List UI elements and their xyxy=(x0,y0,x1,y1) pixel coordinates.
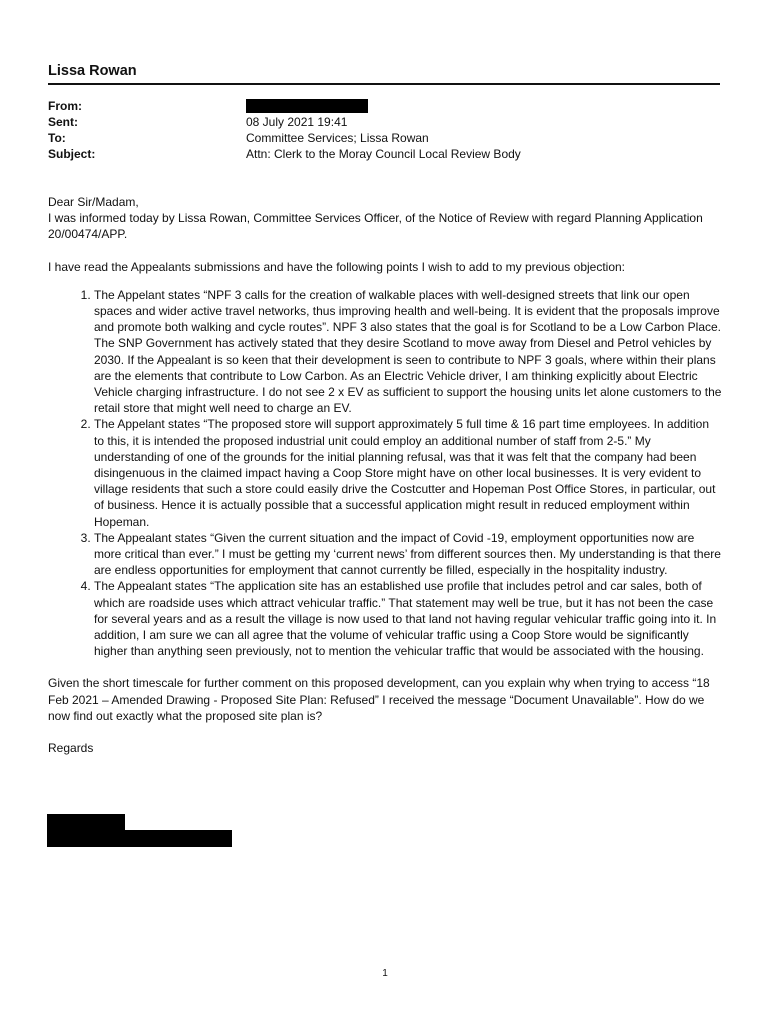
to-label: To: xyxy=(48,131,66,145)
sender-name: Lissa Rowan xyxy=(48,63,137,79)
greeting: Dear Sir/Madam, xyxy=(48,195,139,209)
signature-redaction-2 xyxy=(47,830,232,847)
from-label: From: xyxy=(48,99,82,113)
sent-value: 08 July 2021 19:41 xyxy=(246,115,348,129)
to-value: Committee Services; Lissa Rowan xyxy=(246,131,429,145)
subject-value: Attn: Clerk to the Moray Council Local Review Body xyxy=(246,147,521,161)
email-body xyxy=(48,194,722,756)
subject-label: Subject: xyxy=(48,147,96,161)
sent-label: Sent: xyxy=(48,115,78,129)
redaction-bar xyxy=(246,99,368,113)
points-list xyxy=(48,287,722,660)
from-value-redacted xyxy=(246,98,368,114)
page-number: 1 xyxy=(382,968,388,979)
list-item: 2. The Appelant states “The proposed store will support approximately 5 full time & 16 part time employees. In addition to this, it is intended the proposed industrial unit could employ an additional number of staff from 2-5.” My understanding of one of the grounds for the initial planning refusal, was that it was felt that the company had been disingenuous in the claimed impact having a Coop Store might have on other local businesses. It is very evident to village residents that such a store could easily drive the Costcutter and Hopeman Post Office Stores, in particular, out of business. Hence it is actually possible that a successful application might result in reduced employment within Hopeman. xyxy=(94,416,722,529)
lead-paragraph: I have read the Appealants submissions and have the following points I wish to add to my previous objection: xyxy=(48,259,626,274)
closing-paragraph: Given the short timescale for further comment on this proposed development, can you explain why when trying to access “18 Feb 2021 – Amended Drawing - Proposed Site Plan: Refused” I received the message “Document Unavailable”. How do we now find out exactly what the proposed site plan is? xyxy=(48,676,710,723)
signoff: Regards xyxy=(48,741,94,756)
header-rule xyxy=(48,83,720,85)
list-item: 3. The Appealant states “Given the current situation and the impact of Covid -19, employment opportunities now are more critical than ever.” I must be getting my ‘current news’ from different sources then. My understanding is that there are endless opportunities for employment that cannot currently be filled, especially in the hospitality industry. xyxy=(94,530,722,579)
list-item: 4. The Appealant states “The application site has an established use profile that includes petrol and car sales, both of which are roadside uses which attract vehicular traffic.” That statement may well be true, but it has not been the case for several years and as a result the village is now used to that land not having regular vehicular traffic going into it. In addition, I am sure we can all agree that the volume of vehicular traffic using a Coop Store would be significantly higher than anything seen previously, not to mention the vehicular traffic that would be associated with the housing. xyxy=(94,578,722,659)
list-item: 1. The Appelant states “NPF 3 calls for the creation of walkable places with well-designed streets that link our open spaces and wider active travel networks, thus improving health and well-being. It is evident that the proposals improve and promote both walking and cycle routes”. NPF 3 also states that the goal is for Scotland to be a Low Carbon Place. The SNP Government has actively stated that they desire Scotland to move away from Diesel and Petrol vehicles by 2030. If the Appealant is so keen that their development is seen to contribute to NPF 3 goals, where within their plans are the elements that contribute to Low Carbon. As an Electric Vehicle driver, I am thinking explicitly about Electric Vehicle charging infrastructure. I do not see 2 x EV as sufficient to support the housing units let alone customers to the retail store that might well need to charge an EV. xyxy=(94,287,722,417)
intro-paragraph: I was informed today by Lissa Rowan, Committee Services Officer, of the Notice of Review with regard Planning Application 20/00474/APP. xyxy=(48,211,703,242)
